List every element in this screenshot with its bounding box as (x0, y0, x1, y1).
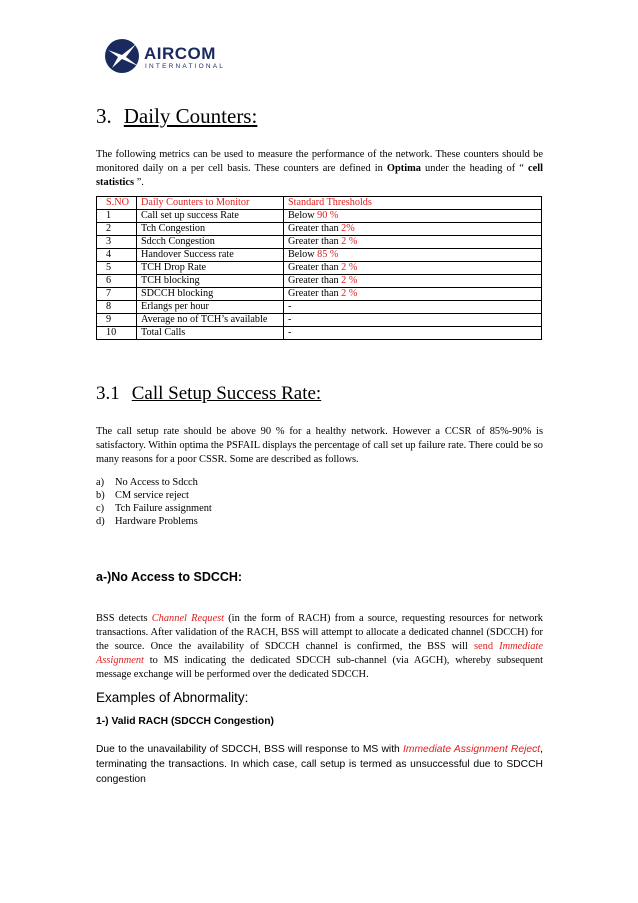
threshold-value: 2% (341, 223, 355, 234)
row-counter: Handover Success rate (137, 249, 284, 262)
threshold-text: Greater than (288, 236, 342, 247)
threshold-value: 2 % (341, 275, 358, 286)
examples-heading: Examples of Abnormality: (96, 690, 249, 705)
example-1-paragraph (96, 742, 543, 787)
list-text: Tch Failure assignment (115, 503, 212, 514)
row-counter: SDCCH blocking (137, 288, 284, 301)
para-text: BSS detects (96, 613, 152, 624)
section-3-title: Daily Counters: (123, 104, 258, 128)
table-row (97, 327, 542, 340)
threshold-text: - (288, 314, 292, 325)
list-letter: d) (96, 516, 105, 527)
threshold-text: - (288, 327, 292, 338)
row-counter: Tch Congestion (137, 223, 284, 236)
section-3-1-number: 3.1 (96, 383, 120, 404)
row-threshold (284, 236, 542, 249)
row-sno: 6 (97, 275, 137, 288)
list-text: No Access to Sdcch (115, 477, 198, 488)
row-sno: 8 (97, 301, 137, 314)
table-row (97, 249, 542, 262)
row-threshold (284, 327, 542, 340)
list-item (96, 502, 212, 515)
row-counter: Total Calls (137, 327, 284, 340)
section-a-paragraph (96, 612, 543, 682)
threshold-text: Below (288, 249, 318, 260)
row-counter: Sdcch Congestion (137, 236, 284, 249)
row-threshold (284, 288, 542, 301)
daily-counters-table (96, 196, 542, 340)
row-sno: 3 (97, 236, 137, 249)
table-row (97, 275, 542, 288)
threshold-text: Greater than (288, 288, 342, 299)
row-sno: 7 (97, 288, 137, 301)
row-threshold (284, 249, 542, 262)
row-threshold (284, 301, 542, 314)
intro-text-end: ”. (134, 177, 144, 188)
threshold-text: Greater than (288, 275, 342, 286)
threshold-value: 2 % (341, 236, 358, 247)
threshold-text: Below (288, 210, 318, 221)
list-text: Hardware Problems (115, 516, 198, 527)
row-counter: TCH blocking (137, 275, 284, 288)
section-3-number: 3. (96, 104, 112, 128)
list-item (96, 476, 212, 489)
row-counter: Call set up success Rate (137, 210, 284, 223)
row-sno: 4 (97, 249, 137, 262)
threshold-value: 2 % (341, 262, 358, 273)
section-3-heading (96, 104, 257, 129)
intro-text-mid: under the heading of “ (420, 163, 528, 174)
row-sno: 1 (97, 210, 137, 223)
section-3-1-heading (96, 383, 321, 405)
list-text: CM service reject (115, 490, 189, 501)
row-sno: 9 (97, 314, 137, 327)
row-counter: TCH Drop Rate (137, 262, 284, 275)
row-counter: Average no of TCH’s available (137, 314, 284, 327)
list-letter: c) (96, 503, 105, 514)
header-sno: S.NO (97, 197, 137, 210)
intro-optima: Optima (386, 163, 421, 174)
table-row (97, 223, 542, 236)
logo-subtitle: INTERNATIONAL (145, 63, 226, 70)
send-term: send (474, 641, 500, 652)
threshold-text: - (288, 301, 292, 312)
table-row (97, 210, 542, 223)
threshold-value: 2 % (341, 288, 358, 299)
para-text: , terminating the transactions. In which case, call setup is termed as unsuccessful due to SDCCH congestion (96, 744, 543, 785)
row-counter: Erlangs per hour (137, 301, 284, 314)
para-text: Due to the unavailability of SDCCH, BSS will response to MS with (96, 744, 404, 755)
header-threshold: Standard Thresholds (284, 197, 542, 210)
section-3-intro (96, 148, 543, 190)
para-text: (in the form of RACH) from a source, requesting resources for network transactions. After validation of the RACH, BSS will attempt to allocate a dedicated channel (SDCCH) for the source. Once the availability of SDCCH channel is confirmed, the BSS will (96, 613, 543, 652)
row-sno: 2 (97, 223, 137, 236)
example-1-heading: 1-) Valid RACH (SDCCH Congestion) (96, 716, 274, 727)
immediate-assignment-term: Immediate Assignment (96, 641, 543, 666)
para-text: to MS indicating the dedicated SDCCH sub-channel (via AGCH), whereby subsequent message exchange will be performed over the dedicated SDCCH. (96, 655, 543, 680)
section-3-1-paragraph: The call setup rate should be above 90 % for a healthy network. However a CCSR of 85%-90% is satisfactory. Within optima the PSFAIL displays the percentage of call set up failure rate. There could be so many reasons for a poor CSSR. Some are described as follows. (96, 426, 543, 465)
threshold-text: Greater than (288, 262, 342, 273)
section-a-heading: a-)No Access to SDCCH: (96, 570, 243, 584)
row-sno: 5 (97, 262, 137, 275)
intro-text: The following metrics can be used to measure the performance of the network. These counters should be monitored daily on a per cell basis. These counters are defined in (96, 149, 543, 174)
logo-name: AIRCOM (144, 44, 216, 63)
list-item (96, 489, 212, 502)
threshold-value: 85 % (317, 249, 339, 260)
row-threshold (284, 210, 542, 223)
table-row (97, 236, 542, 249)
row-sno: 10 (97, 327, 137, 340)
table-row (97, 314, 542, 327)
header-counter: Daily Counters to Monitor (137, 197, 284, 210)
table-row (97, 301, 542, 314)
list-item (96, 515, 212, 528)
channel-request-term: Channel Request (151, 613, 225, 624)
intro-cell-statistics: cell statistics (96, 163, 543, 188)
row-threshold (284, 262, 542, 275)
section-3-1-title: Call Setup Success Rate: (131, 383, 322, 404)
table-row (97, 262, 542, 275)
row-threshold (284, 275, 542, 288)
threshold-text: Greater than (288, 223, 342, 234)
row-threshold (284, 314, 542, 327)
list-letter: b) (96, 490, 105, 501)
threshold-value: 90 % (317, 210, 339, 221)
table-header-row (97, 197, 542, 210)
table-row (97, 288, 542, 301)
reasons-list (96, 476, 212, 528)
aircom-logo (104, 38, 234, 82)
list-letter: a) (96, 477, 105, 488)
immediate-assignment-reject-term: Immediate Assignment Reject (403, 744, 541, 755)
row-threshold (284, 223, 542, 236)
aircom-logo-icon (104, 38, 140, 74)
